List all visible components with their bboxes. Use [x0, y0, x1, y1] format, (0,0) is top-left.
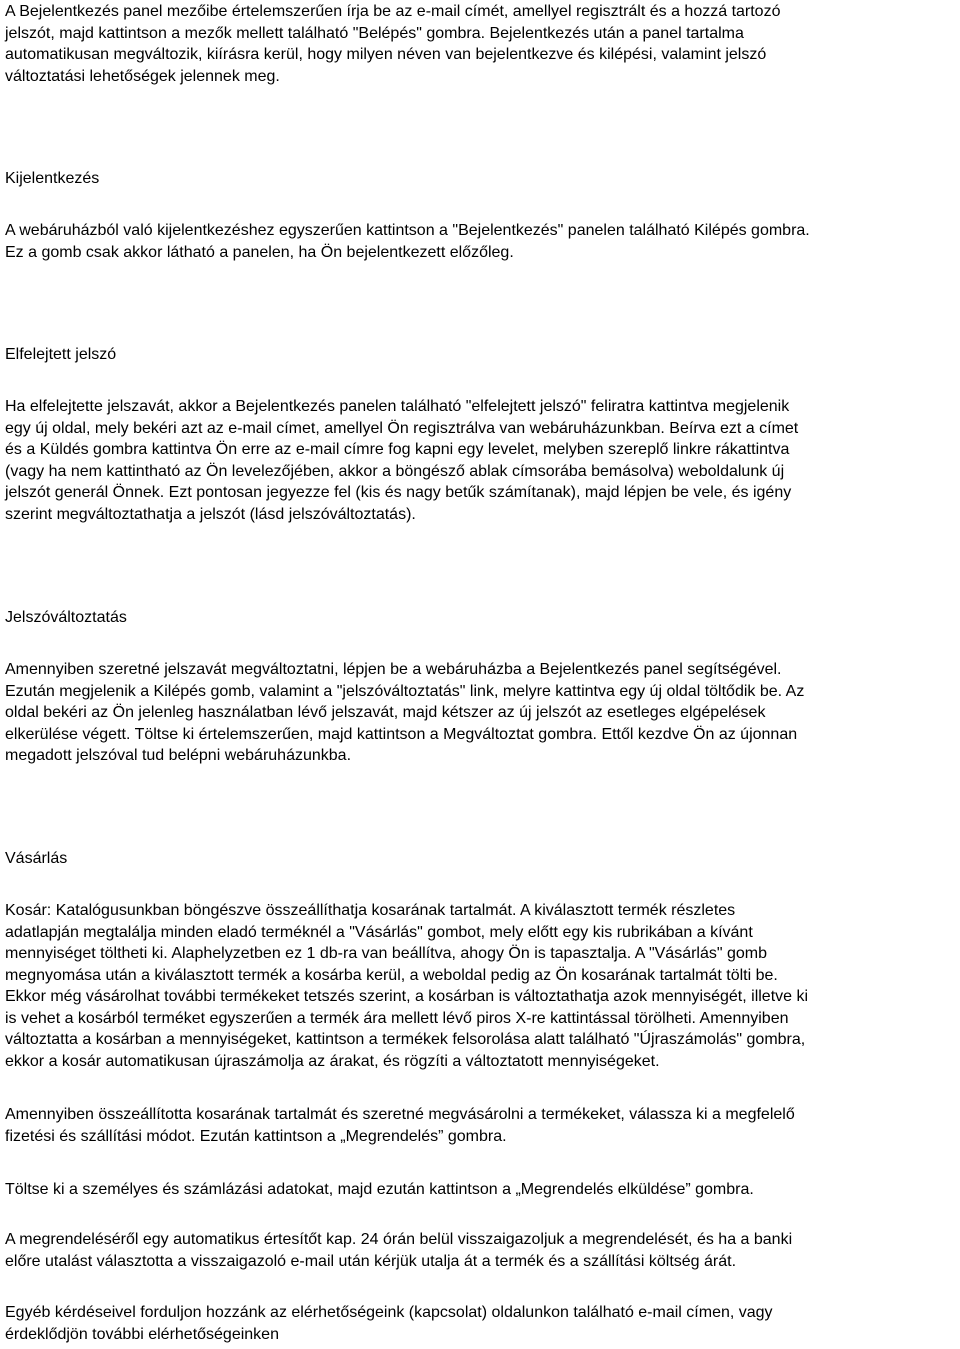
section-vasarlas-paragraph-kapcsolat	[5, 1302, 957, 1345]
text-line: A Bejelentkezés panel mezőibe értelemszerűen írja be az e-mail címét, amellyel regisztrált és a hozzá tartozó	[5, 3, 781, 20]
text-line: jelszót, majd kattintson a mezők mellett található "Belépés" gombra. Bejelentkezés után a panel tartalma	[5, 24, 744, 42]
text-line: és a Küldés gombra kattintva Ön erre az e-mail címre fog kapni egy levelet, melyben szereplő linkre rákattintva	[5, 441, 790, 458]
text-line: változtatási lehetőségek jelennek meg.	[5, 67, 280, 85]
section-vasarlas-paragraph-kosar	[5, 900, 957, 1072]
text-line: Ez a gomb csak akkor látható a panelen, ha Ön bejelentkezett előzőleg.	[5, 243, 514, 261]
section-heading: Kijelentkezés	[5, 170, 100, 187]
text-line: automatikusan megváltozik, kiírásra kerül, hogy milyen néven van bejelentkezve és kilépési, valamint jelszó	[5, 46, 767, 63]
section-heading: Elfelejtett jelszó	[5, 346, 117, 363]
section-elfelejtett-jelszo-paragraph	[5, 396, 957, 525]
section-heading-elfelejtett-jelszo	[5, 344, 957, 366]
text-line: fizetési és szállítási módot. Ezután kattintson a „Megrendelés” gombra.	[5, 1127, 507, 1145]
section-heading-jelszovaltoztatas	[5, 607, 957, 629]
section-vasarlas-paragraph-adatok	[5, 1179, 957, 1201]
text-line: mennyiséget töltheti ki. Alaphelyzetben ez 1 db-ra van beállítva, ahogy Ön is tapasztalja. A "Vásárlás" gomb	[5, 945, 768, 962]
text-line: érdeklődjön további elérhetőségeinken	[5, 1325, 279, 1343]
text-line: megnyomása után a kiválasztott termék a kosárba kerül, a weboldal pedig az Ön kosarának tartalmát tölti be.	[5, 966, 778, 984]
text-line: Amennyiben szeretné jelszavát megváltoztatni, lépjen be a webáruházba a Bejelentkezés panel segítségével.	[5, 661, 782, 678]
text-line: megadott jelszóval tud belépni webáruházunkba.	[5, 747, 352, 764]
text-line: ekkor a kosár automatikusan újraszámolja az árakat, és rögzíti a változtatott mennyiségeket.	[5, 1052, 660, 1070]
text-line: Ekkor még vásárolhat további termékeket tetszés szerint, a kosárban is változtathatja azok mennyiségét, illetve ki	[5, 988, 809, 1005]
section-kijelentkezes-paragraph	[5, 220, 957, 263]
text-line: (vagy ha nem kattintható az Ön levelezőjében, akkor a böngésző ablak címsorába bemásolva) weboldalunk új	[5, 462, 785, 480]
text-line: változtatta a kosárban a mennyiségeket, kattintson a termékek felsorolása alatt található "Újraszámolás" gombra,	[5, 1031, 806, 1048]
text-line: előre utalást választotta a visszaigazoló e-mail után kérjük utalja át a termék és a szállítási költség árát.	[5, 1252, 737, 1270]
text-line: egy új oldal, mely bekéri azt az e-mail címet, amellyel Ön regisztrálva van webáruházunkban. Beírva ezt a címet	[5, 419, 799, 437]
section-heading-vasarlas	[5, 848, 957, 870]
text-line: szerint megváltoztathatja a jelszót (lásd jelszóváltoztatás).	[5, 505, 416, 523]
text-line: A megrendeléséről egy automatikus értesítőt kap. 24 órán belül visszaigazoljuk a megrendelését, és ha a banki	[5, 1231, 793, 1248]
text-line: is vehet a kosárból terméket egyszerűen a termék ára mellett lévő piros X-re kattintással törölheti. Amennyiben	[5, 1009, 789, 1027]
section-vasarlas-paragraph-fizetes	[5, 1104, 957, 1147]
text-line: Ezután megjelenik a Kilépés gomb, valamint a "jelszóváltoztatás" link, melyre kattintva egy új oldal töltődik be. Az	[5, 682, 805, 700]
section-jelszovaltoztatas-paragraph	[5, 659, 957, 767]
intro-paragraph	[5, 1, 957, 87]
section-heading-kijelentkezes	[5, 168, 957, 190]
text-line: elkerülése végett. Töltse ki értelemszerűen, majd kattintson a Megváltoztat gombra. Ettől kezdve Ön az újonnan	[5, 725, 798, 743]
text-line: oldal bekéri az Ön jelenleg használatban lévő jelszavát, majd kétszer az új jelszót az esetleges elgépelések	[5, 704, 766, 721]
text-line: jelszót generál Önnek. Ezt pontosan jegyezze fel (kis és nagy betűk számítanak), majd lépjen be vele, és igény	[5, 484, 792, 501]
text-line: A webáruházból való kijelentkezéshez egyszerűen kattintson a "Bejelentkezés" panelen található Kilépés gombra.	[5, 222, 810, 239]
section-heading: Vásárlás	[5, 850, 68, 867]
text-line: Kosár: Katalógusunkban böngészve összeállíthatja kosarának tartalmát. A kiválasztott termék részletes	[5, 902, 736, 919]
text-line: Töltse ki a személyes és számlázási adatokat, majd ezután kattintson a „Megrendelés elküldése” gombra.	[5, 1181, 754, 1198]
text-line: Ha elfelejtette jelszavát, akkor a Bejelentkezés panelen található "elfelejtett jelszó" feliratra kattintva megjelenik	[5, 398, 790, 415]
text-line: Amennyiben összeállította kosarának tartalmát és szeretné megvásárolni a termékeket, válassza ki a megfelelő	[5, 1106, 795, 1123]
text-line: Egyéb kérdéseivel forduljon hozzánk az elérhetőségeink (kapcsolat) oldalunkon található e-mail címen, vagy	[5, 1304, 773, 1321]
section-vasarlas-paragraph-ertesito	[5, 1229, 957, 1272]
text-line: adatlapján megtalálja minden eladó terméknél a "Vásárlás" gombot, mely előtt egy kis rubrikában a kívánt	[5, 923, 753, 941]
section-heading: Jelszóváltoztatás	[5, 609, 127, 626]
